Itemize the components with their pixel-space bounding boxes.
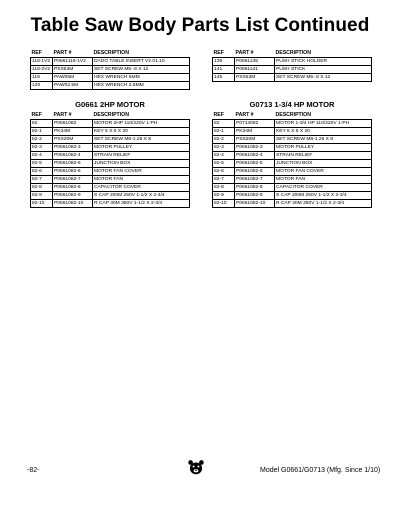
cell-description: SET SCREW M5-.8 X 12 — [275, 73, 372, 81]
table-row — [31, 127, 190, 135]
table-row — [213, 159, 372, 167]
cell-part-number: P0661082-9 — [53, 191, 93, 199]
table-row — [31, 81, 190, 89]
table-row — [31, 167, 190, 175]
col-header-description: DESCRIPTION — [93, 50, 190, 57]
table-row — [31, 159, 190, 167]
col-header-description: DESCRIPTION — [275, 112, 372, 119]
cell-ref: 82 — [31, 119, 53, 127]
cell-description: R CAP 30M 350V 1-1/2 X 2-3/4 — [275, 199, 372, 207]
cell-ref: 120 — [31, 81, 53, 89]
cell-part-number: P0661082-7 — [235, 175, 275, 183]
cell-part-number: P0661135 — [235, 57, 275, 65]
table-row — [213, 73, 372, 81]
table-row — [213, 199, 372, 207]
cell-part-number: PK34M — [235, 127, 275, 135]
table-row — [213, 183, 372, 191]
cell-description: HEX WRENCH 2.5MM — [93, 81, 190, 89]
cell-part-number: P0661082-6 — [53, 167, 93, 175]
parts-table-top-right — [212, 50, 372, 82]
cell-ref: 82-7 — [213, 175, 235, 183]
cell-ref: 82-5 — [31, 159, 53, 167]
cell-part-number: P0661082-4 — [235, 151, 275, 159]
parts-table-g0713-motor — [212, 112, 372, 208]
col-header-ref: REF — [213, 50, 235, 57]
col-header-description: DESCRIPTION — [275, 50, 372, 57]
cell-part-number: P0661082-10 — [235, 199, 275, 207]
cell-part-number: P0661118-1V2 — [53, 57, 93, 65]
table-row — [31, 143, 190, 151]
cell-description: R CAP 30M 350V 1-1/2 X 2-3/4 — [93, 199, 190, 207]
cell-ref: 118-2V2 — [31, 65, 53, 73]
cell-description: S CAP 200M 250V 1-1/2 X 2-3/4 — [275, 191, 372, 199]
cell-description: SET SCREW M5-.8 X 12 — [93, 65, 190, 73]
table-row — [31, 119, 190, 127]
table-row — [31, 135, 190, 143]
cell-ref: 82-10 — [31, 199, 53, 207]
col-header-ref: REF — [213, 112, 235, 119]
table-row — [213, 119, 372, 127]
cell-ref: 82-4 — [31, 151, 53, 159]
col-header-part: PART # — [235, 50, 275, 57]
table-row — [31, 183, 190, 191]
cell-part-number: PSS20M — [53, 135, 93, 143]
cell-part-number: PAW02.5M — [53, 81, 93, 89]
cell-ref: 145 — [213, 73, 235, 81]
table-row — [213, 143, 372, 151]
table-row — [31, 73, 190, 81]
cell-ref: 82-1 — [31, 127, 53, 135]
cell-ref: 82-1 — [213, 127, 235, 135]
table-row — [31, 199, 190, 207]
table-row — [213, 167, 372, 175]
model-info: Model G0661/G0713 (Mfg. Since 1/10) — [260, 467, 381, 474]
page-title: Table Saw Body Parts List Continued — [30, 15, 370, 36]
cell-ref: 119 — [31, 73, 53, 81]
bear-paw-logo-icon — [187, 458, 205, 476]
cell-ref: 82-7 — [31, 175, 53, 183]
cell-part-number: P0661082-7 — [53, 175, 93, 183]
table-row — [213, 65, 372, 73]
cell-part-number: P0713082 — [235, 119, 275, 127]
cell-part-number: P0661082 — [53, 119, 93, 127]
cell-part-number: PK34M — [53, 127, 93, 135]
cell-description: PUSH STICK — [275, 65, 372, 73]
cell-part-number: PSS53M — [53, 65, 93, 73]
cell-description: CAPACITOR COVER — [93, 183, 190, 191]
cell-description: JUNCTION BOX — [93, 159, 190, 167]
cell-description: JUNCTION BOX — [275, 159, 372, 167]
cell-ref: 82-10 — [213, 199, 235, 207]
cell-ref: 82-5 — [213, 159, 235, 167]
section-title-g0661-motor: G0661 2HP MOTOR — [75, 100, 145, 109]
cell-part-number: P0661082-5 — [235, 159, 275, 167]
cell-description: MOTOR FAN COVER — [275, 167, 372, 175]
cell-ref: 82-4 — [213, 151, 235, 159]
cell-description: PUSH STICK HOLDER — [275, 57, 372, 65]
cell-ref: 82-2 — [31, 135, 53, 143]
cell-description: HEX WRENCH 5MM — [93, 73, 190, 81]
cell-part-number: P0661082-3 — [53, 143, 93, 151]
table-row — [213, 191, 372, 199]
cell-description: SET SCREW M8-1.25 X 8 — [93, 135, 190, 143]
cell-part-number: P0661082-5 — [53, 159, 93, 167]
cell-ref: 82-6 — [213, 167, 235, 175]
parts-table-g0661-motor — [30, 112, 190, 208]
cell-description: STRAIN RELIEF — [275, 151, 372, 159]
cell-description: MOTOR PULLEY — [275, 143, 372, 151]
cell-description: MOTOR FAN — [275, 175, 372, 183]
cell-ref: 82-2 — [213, 135, 235, 143]
cell-part-number: P0661082-6 — [235, 167, 275, 175]
cell-part-number: PSS53M — [235, 73, 275, 81]
cell-part-number: P0661082-10 — [53, 199, 93, 207]
cell-description: MOTOR FAN — [93, 175, 190, 183]
col-header-ref: REF — [31, 50, 53, 57]
cell-description: MOTOR FAN COVER — [93, 167, 190, 175]
cell-ref: 118-1V2 — [31, 57, 53, 65]
table-row — [31, 191, 190, 199]
cell-description: KEY 5 X 5 X 20 — [275, 127, 372, 135]
section-title-g0713-motor: G0713 1-3/4 HP MOTOR — [249, 100, 335, 109]
col-header-part: PART # — [53, 50, 93, 57]
col-header-description: DESCRIPTION — [93, 112, 190, 119]
cell-part-number: PSS20M — [235, 135, 275, 143]
cell-description: MOTOR 1-3/4 HP 110/220V 1-PH — [275, 119, 372, 127]
cell-description: STRAIN RELIEF — [93, 151, 190, 159]
cell-ref: 82-9 — [213, 191, 235, 199]
cell-part-number: P0661082-3 — [235, 143, 275, 151]
cell-description: S CAP 200M 250V 1-1/2 X 2-3/4 — [93, 191, 190, 199]
col-header-ref: REF — [31, 112, 53, 119]
page-number: -82- — [27, 467, 40, 474]
col-header-part: PART # — [235, 112, 275, 119]
table-row — [31, 57, 190, 65]
cell-part-number: P0661082-8 — [53, 183, 93, 191]
cell-part-number: P0661082-8 — [235, 183, 275, 191]
cell-description: MOTOR 2HP 110/220V 1-PH — [93, 119, 190, 127]
cell-ref: 82-3 — [31, 143, 53, 151]
cell-part-number: P0661082-9 — [235, 191, 275, 199]
table-row — [213, 151, 372, 159]
cell-ref: 141 — [213, 65, 235, 73]
cell-ref: 82-8 — [213, 183, 235, 191]
cell-description: DADO TABLE INSERT V2.01.10 — [93, 57, 190, 65]
table-row — [31, 65, 190, 73]
cell-description: SET SCREW M8-1.25 X 8 — [275, 135, 372, 143]
cell-part-number: P0661082-4 — [53, 151, 93, 159]
table-row — [31, 151, 190, 159]
table-row — [213, 135, 372, 143]
cell-description: CAPACITOR COVER — [275, 183, 372, 191]
cell-ref: 82-8 — [31, 183, 53, 191]
cell-ref: 135 — [213, 57, 235, 65]
table-row — [213, 57, 372, 65]
cell-ref: 82-6 — [31, 167, 53, 175]
cell-ref: 82-9 — [31, 191, 53, 199]
table-row — [31, 175, 190, 183]
cell-part-number: PAW05M — [53, 73, 93, 81]
cell-part-number: P0661141 — [235, 65, 275, 73]
cell-description: MOTOR PULLEY — [93, 143, 190, 151]
cell-ref: 82-3 — [213, 143, 235, 151]
parts-table-top-left — [30, 50, 190, 90]
table-row — [213, 175, 372, 183]
table-row — [213, 127, 372, 135]
col-header-part: PART # — [53, 112, 93, 119]
cell-description: KEY 5 X 5 X 20 — [93, 127, 190, 135]
cell-ref: 82 — [213, 119, 235, 127]
